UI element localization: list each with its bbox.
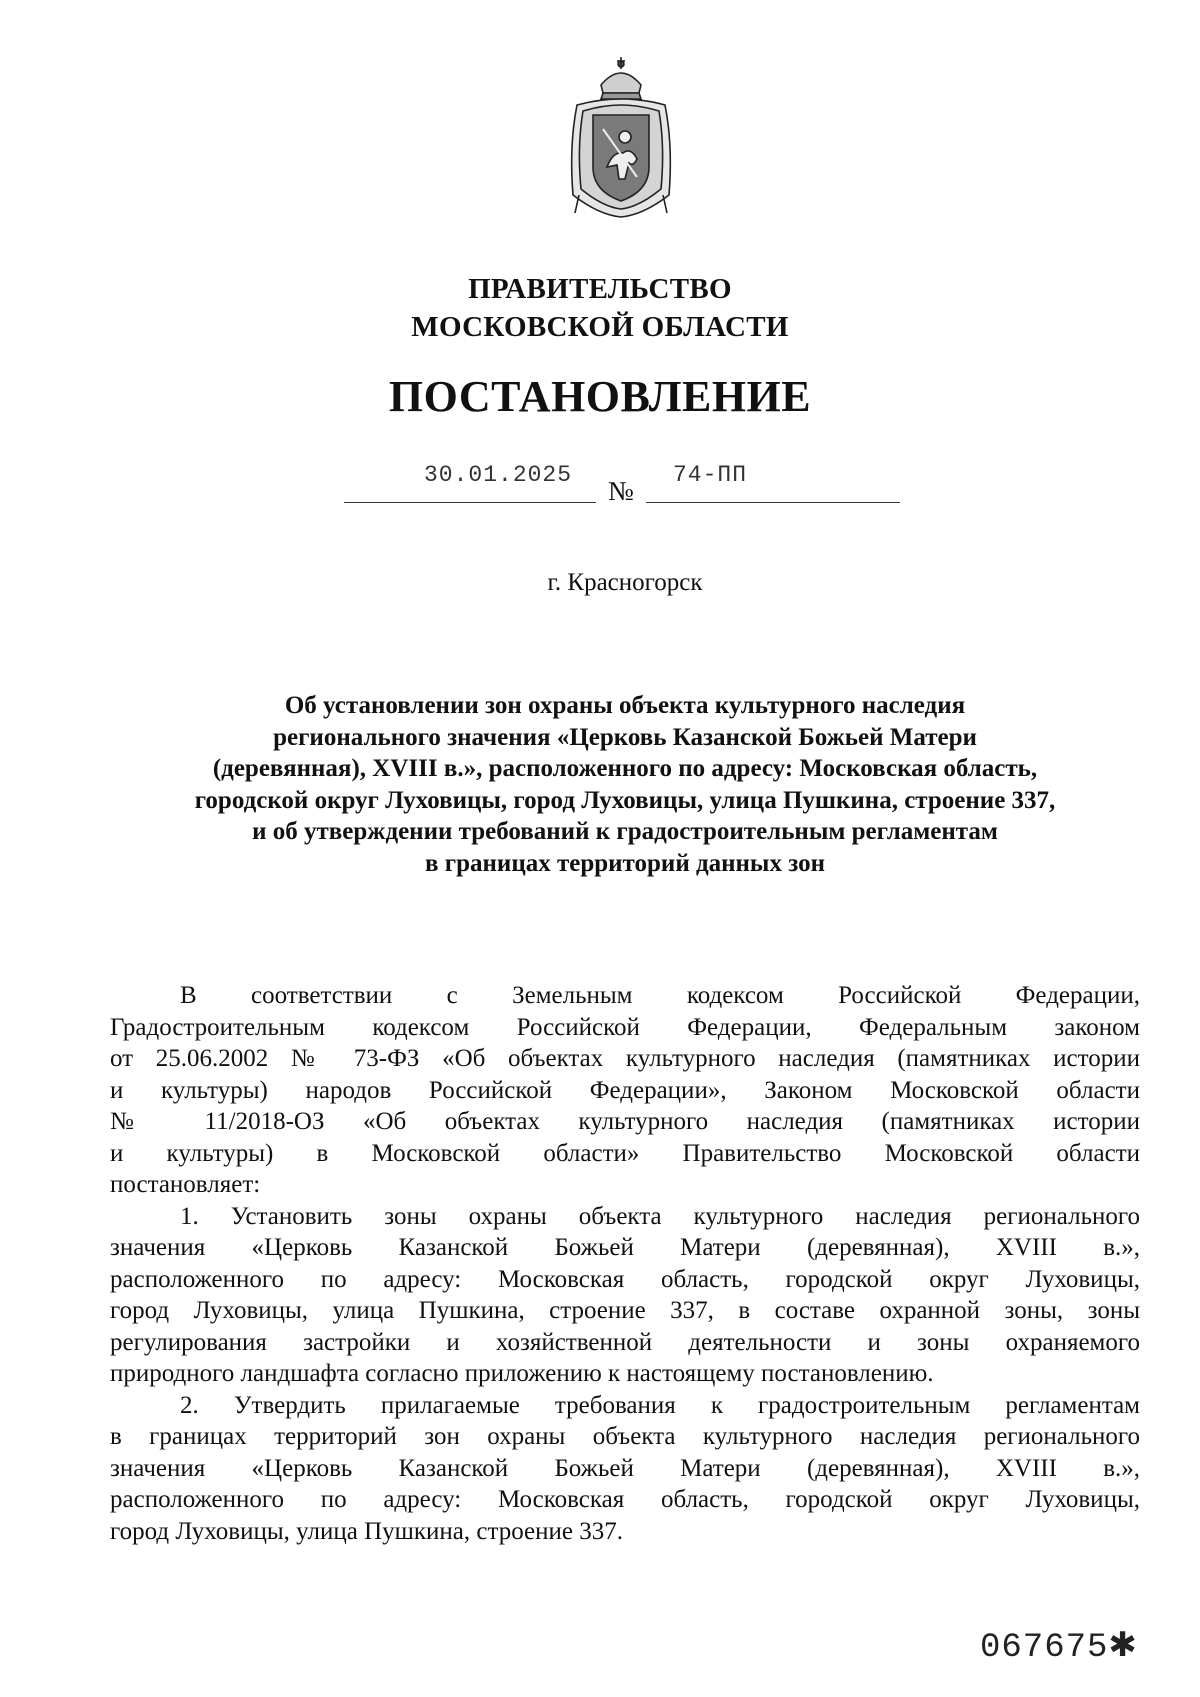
title-line: (деревянная), XVIII в.», расположенного по адресу: Московская область, xyxy=(212,755,1038,782)
body-line: значения «Церковь Казанской Божьей Матери (деревянная), XVIII в.», xyxy=(110,1454,1140,1482)
body-line: 1. Установить зоны охраны объекта культурного наследия регионального xyxy=(180,1202,1140,1230)
serial-number xyxy=(980,1625,1138,1667)
body-line: 2. Утвердить прилагаемые требования к градостроительным регламентам xyxy=(180,1391,1140,1419)
body-line: город Луховицы, улица Пушкина, строение 337. xyxy=(110,1517,623,1545)
document-number: 74-ПП xyxy=(673,462,748,488)
body-line: от 25.06.2002 № 73-ФЗ «Об объектах культурного наследия (памятниках истории xyxy=(110,1045,1140,1072)
serial-digits: 067675 xyxy=(980,1629,1109,1667)
title-line: регионального значения «Церковь Казанской Божьей Матери xyxy=(273,723,977,751)
body-line: и культуры) в Московской области» Правительство Московской области xyxy=(110,1139,1140,1167)
body-line: В соответствии с Земельным кодексом Российской Федерации, xyxy=(180,982,1140,1009)
title-line: Об установлении зон охраны объекта культурного наследия xyxy=(284,692,966,719)
asterisk-icon: ✱ xyxy=(1108,1625,1138,1665)
body-line: Градостроительным кодексом Российской Федерации, Федеральным законом xyxy=(110,1013,1140,1041)
body-line: расположенного по адресу: Московская область, городской округ Луховицы, xyxy=(110,1486,1140,1513)
body-line: регулирования застройки и хозяйственной деятельности и зоны охраняемого xyxy=(110,1328,1140,1356)
body-line: в границах территорий зон охраны объекта культурного наследия регионального xyxy=(110,1423,1140,1450)
body-line: и культуры) народов Российской Федерации», Законом Московской области xyxy=(110,1076,1140,1104)
moscow-oblast-coat-of-arms xyxy=(559,55,683,220)
city: г. Красногорск xyxy=(547,569,703,596)
body-line: постановляет: xyxy=(110,1171,261,1198)
number-sign: № xyxy=(608,476,634,506)
number-underline xyxy=(646,502,900,503)
date-underline xyxy=(344,502,596,503)
body-line: расположенного по адресу: Московская область, городской округ Луховицы, xyxy=(110,1265,1140,1293)
document-date: 30.01.2025 xyxy=(424,462,573,488)
org-name-line2: МОСКОВСКОЙ ОБЛАСТИ xyxy=(411,311,789,343)
title-line: городской округ Луховицы, город Луховицы, улица Пушкина, строение 337, xyxy=(194,786,1056,814)
document-body xyxy=(110,980,1140,1547)
body-line: природного ландшафта согласно приложению к настоящему постановлению. xyxy=(110,1360,934,1387)
body-line: № 11/2018-ОЗ «Об объектах культурного наследия (памятниках истории xyxy=(110,1108,1140,1135)
body-line: город Луховицы, улица Пушкина, строение 337, в составе охранной зоны, зоны xyxy=(110,1297,1140,1324)
document-type: ПОСТАНОВЛЕНИЕ xyxy=(388,372,812,421)
body-line: значения «Церковь Казанской Божьей Матери (деревянная), XVIII в.», xyxy=(110,1234,1140,1261)
title-line: и об утверждении требований к градостроительным регламентам xyxy=(252,818,998,845)
title-line: в границах территорий данных зон xyxy=(425,849,825,877)
org-name-line1: ПРАВИТЕЛЬСТВО xyxy=(468,273,732,305)
document-title xyxy=(120,690,1130,879)
